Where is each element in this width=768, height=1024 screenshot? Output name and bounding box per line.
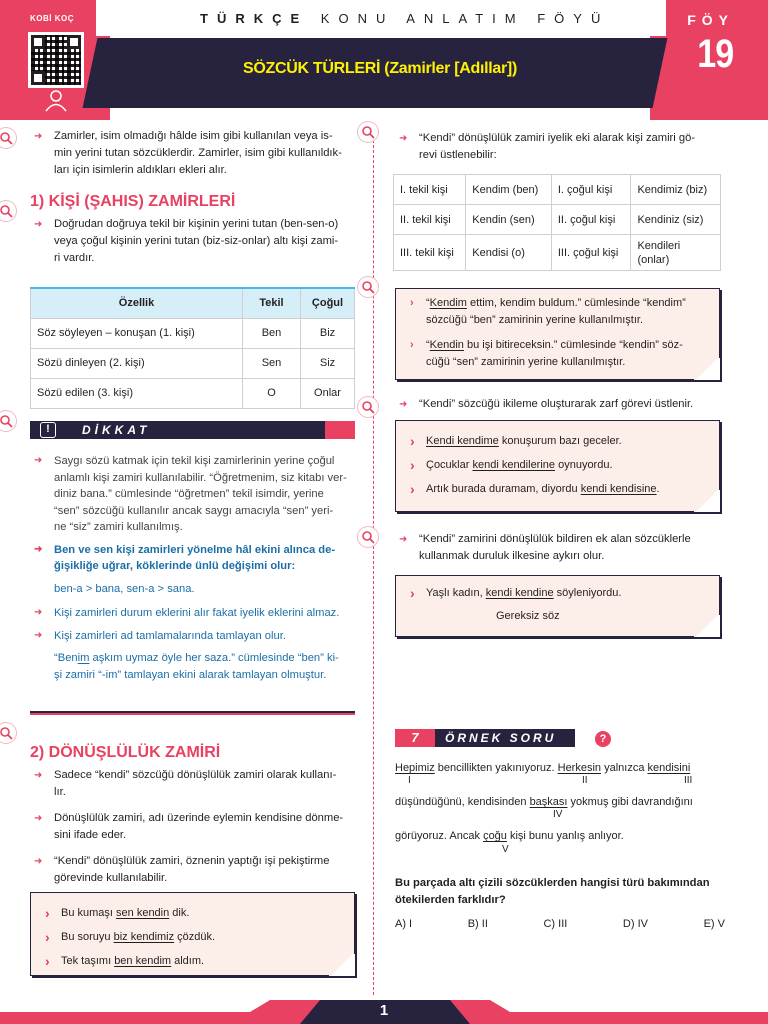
roman-marker: V [502, 844, 509, 855]
magnifier-icon [0, 723, 16, 743]
kisi-zamirleri-table [30, 287, 355, 409]
banner-accent [325, 421, 355, 439]
magnifier-icon [0, 411, 16, 431]
table-cell: III. tekil kişi [394, 235, 466, 271]
kendi-table [393, 174, 721, 271]
gereksiz-soz-note: Gereksiz söz [496, 610, 560, 622]
donusluluk-item: ➜ “Kendi” dönüşlülük zamiri, öznenin yaptığı işi pekiştirme görevinde kullanılabilir. [30, 853, 360, 887]
kendi-intro-text: ➜ “Kendi” dönüşlülük zamiri iyelik eki alarak kişi zamiri gö- revi üstlenebilir: [395, 130, 725, 164]
intro-paragraph: ➜ Zamirler, isim olmadığı hâlde isim gibi kullanılan veya is- min yerini tutan sözcüklerdir. Zamirler, isim gibi kullanıldık- ları için isimlerin aldıkları ekleri alır. [30, 128, 360, 179]
table-cell: Kendiniz (siz) [631, 205, 721, 235]
table-cell: Biz [301, 318, 355, 348]
choice-b[interactable]: B) II [467, 918, 488, 930]
donusluluk-item: ➜ Sadece “kendi” sözcüğü dönüşlülük zamiri olarak kullanı- lır. [30, 767, 360, 801]
left-column [30, 128, 360, 273]
page-header [0, 0, 768, 120]
question-number: 7 [395, 729, 435, 747]
question-mark-icon: ? [595, 731, 611, 747]
table-cell: Onlar [301, 378, 355, 408]
example-item: › Bu soruyu biz kendimiz çözdük. [31, 925, 354, 949]
section-title-kisi-zamirleri: 1) KİŞİ (ŞAHIS) ZAMİRLERİ [30, 193, 236, 210]
choice-e[interactable]: E) V [703, 918, 725, 930]
dikkat-item: ➜ Ben ve sen kişi zamirleri yönelme hâl ekini alınca de- ğişikliğe uğrar, köklerinde ünlü değişimi olur: [30, 542, 360, 575]
donusluluk-item: ➜ Dönüşlülük zamiri, adı üzerinde eylemin kendisine dönme- sini ifade eder. [30, 810, 360, 844]
dikkat-item: ➜ Kişi zamirleri durum eklerini alır fakat iyelik eklerini almaz. [30, 605, 360, 622]
page-title: SÖZCÜK TÜRLERİ (Zamirler [Adıllar]) [243, 60, 517, 77]
example-item: › Çocuklar kendi kendilerine oynuyordu. [396, 453, 719, 477]
info-icon: ! [40, 422, 56, 438]
table-cell: O [243, 378, 301, 408]
example-item: › “Kendin bu işi bitireceksin.” cümlesinde “kendin” söz- cüğü “sen” zamirinin yerine kullanılmıştır. [410, 339, 683, 368]
example-item: › Artık burada duramam, diyordu kendi kendisine. [396, 477, 719, 501]
section-separator [30, 711, 355, 715]
brand-label: KOBİ KOÇ [30, 14, 74, 23]
ornek-soru-label: ÖRNEK SORU [445, 731, 557, 745]
choice-a[interactable]: A) I [395, 918, 413, 930]
table-cell: II. çoğul kişi [551, 205, 631, 235]
qr-code-icon[interactable] [28, 32, 84, 88]
page-number: 1 [379, 1002, 389, 1019]
question-stem: Bu parçada altı çizili sözcüklerden hangisi türü bakımından ötekilerden farklıdır? [395, 877, 710, 906]
dikkat-item: ➜ Kişi zamirleri ad tamlamalarında tamlayan olur. [30, 628, 360, 645]
passage-line: görüyoruz. Ancak çoğu kişi bunu yanlış anlıyor. [395, 830, 624, 842]
table-cell: Sen [243, 348, 301, 378]
table-cell: Kendim (ben) [466, 175, 552, 205]
series-title: TÜRKÇE KONU ANLATIM FÖYÜ [200, 11, 610, 26]
table-cell: Siz [301, 348, 355, 378]
table-row [31, 378, 355, 408]
table-cell: II. tekil kişi [394, 205, 466, 235]
magnifier-icon [358, 527, 378, 547]
duruluk-note [395, 531, 725, 571]
roman-marker: IV [553, 809, 563, 820]
examples-box [30, 892, 355, 976]
table-row [394, 205, 721, 235]
roman-marker: I [408, 775, 411, 786]
section-title-donusluluk: 2) DÖNÜŞLÜLÜK ZAMİRİ [30, 744, 221, 761]
dikkat-example: ben-a > bana, sen-a > sana. [54, 582, 195, 595]
foy-number: 19 [696, 32, 733, 76]
table-cell: I. tekil kişi [394, 175, 466, 205]
kendi-intro [395, 130, 725, 170]
dikkat-item: ➜ Saygı sözü katmak için tekil kişi zamirlerinin yerine çoğul anlamlı kişi zamiri kullanılabilir. “Öğretmenim, siz kitabı ver- diniz bana.” cümlesinde “öğretmen” tekil isimdir, yerine “sen” sözcüğü kullanılır ancak saygı amacıyla “sen” yeri- ne “siz” zamiri kullanılmış. [30, 453, 360, 536]
ikileme-box [395, 420, 720, 512]
magnifier-icon [358, 397, 378, 417]
table-row [31, 318, 355, 348]
roman-marker: III [684, 775, 693, 786]
kisi-zamirleri-text: ➜ Doğrudan doğruya tekil bir kişinin yerini tutan (ben-sen-o) veya çoğul kişinin yerini tutan (biz-siz-onlar) altı kişi zami- ri vardır. [30, 216, 360, 267]
table-row [394, 235, 721, 271]
person-icon [44, 90, 68, 112]
dikkat-example: “Benim aşkım uymaz öyle her saza.” cümlesinde “ben” ki- şi zamiri “-im” tamlayan ekini alarak tamlayan olmuştur. [54, 652, 339, 681]
table-cell: III. çoğul kişi [551, 235, 631, 271]
table-cell: Sözü dinleyen (2. kişi) [31, 348, 243, 378]
choice-c[interactable]: C) III [543, 918, 568, 930]
table-header: Tekil [243, 288, 301, 318]
duruluk-text: ➜ “Kendi” zamirini dönüşlülük bildiren ek alan sözcüklerle kullanmak duruluk ilkesine aykırı olur. [395, 531, 725, 565]
foy-label: FÖY [687, 12, 734, 28]
table-cell: I. çoğul kişi [551, 175, 631, 205]
table-row [394, 175, 721, 205]
table-header: Özellik [31, 288, 243, 318]
magnifier-icon [0, 128, 16, 148]
donusluluk-section [30, 738, 360, 893]
table-header: Çoğul [301, 288, 355, 318]
example-item: › “Kendim ettim, kendim buldum.” cümlesinde “kendim” sözcüğü “ben” zamirinin yerine kullanılmıştır. [410, 297, 686, 326]
ornek-soru-banner [395, 729, 575, 747]
duruluk-box [395, 575, 720, 637]
answer-choices [395, 918, 725, 930]
magnifier-icon [358, 122, 378, 142]
table-cell: Ben [243, 318, 301, 348]
dikkat-content [30, 453, 360, 683]
kendi-example-box [395, 288, 720, 380]
page-fold [694, 490, 720, 512]
table-cell: Kendileri (onlar) [631, 235, 721, 271]
table-cell: Kendisi (o) [466, 235, 552, 271]
passage-line: düşündüğünü, kendisinden başkası yokmuş gibi davrandığını [395, 796, 693, 808]
passage-line: Hepimiz bencillikten yakınıyoruz. Herkesin yalnızca kendisini [395, 762, 691, 774]
page-fold [329, 954, 355, 976]
example-item: › Tek taşımı ben kendim aldım. [31, 949, 354, 973]
roman-marker: II [582, 775, 588, 786]
example-item: › Bu kumaşı sen kendin dik. [31, 901, 354, 925]
page-fold [694, 358, 720, 380]
zarf-note [395, 396, 725, 419]
dikkat-banner [30, 421, 355, 439]
table-cell: Sözü edilen (3. kişi) [31, 378, 243, 408]
magnifier-icon [0, 201, 16, 221]
table-row [31, 348, 355, 378]
column-divider [373, 125, 374, 995]
magnifier-icon [358, 277, 378, 297]
table-cell: Kendin (sen) [466, 205, 552, 235]
table-cell: Söz söyleyen – konuşan (1. kişi) [31, 318, 243, 348]
example-item: › Kendi kendime konuşurum bazı geceler. [396, 429, 719, 453]
zarf-text: ➜ “Kendi” sözcüğü ikileme oluşturarak zarf görevi üstlenir. [395, 396, 725, 413]
dikkat-label: DİKKAT [82, 423, 151, 437]
example-item: › Yaşlı kadın, kendi kendine söyleniyordu. [396, 581, 719, 605]
page-fold [694, 615, 720, 637]
table-cell: Kendimiz (biz) [631, 175, 721, 205]
choice-d[interactable]: D) IV [622, 918, 648, 930]
